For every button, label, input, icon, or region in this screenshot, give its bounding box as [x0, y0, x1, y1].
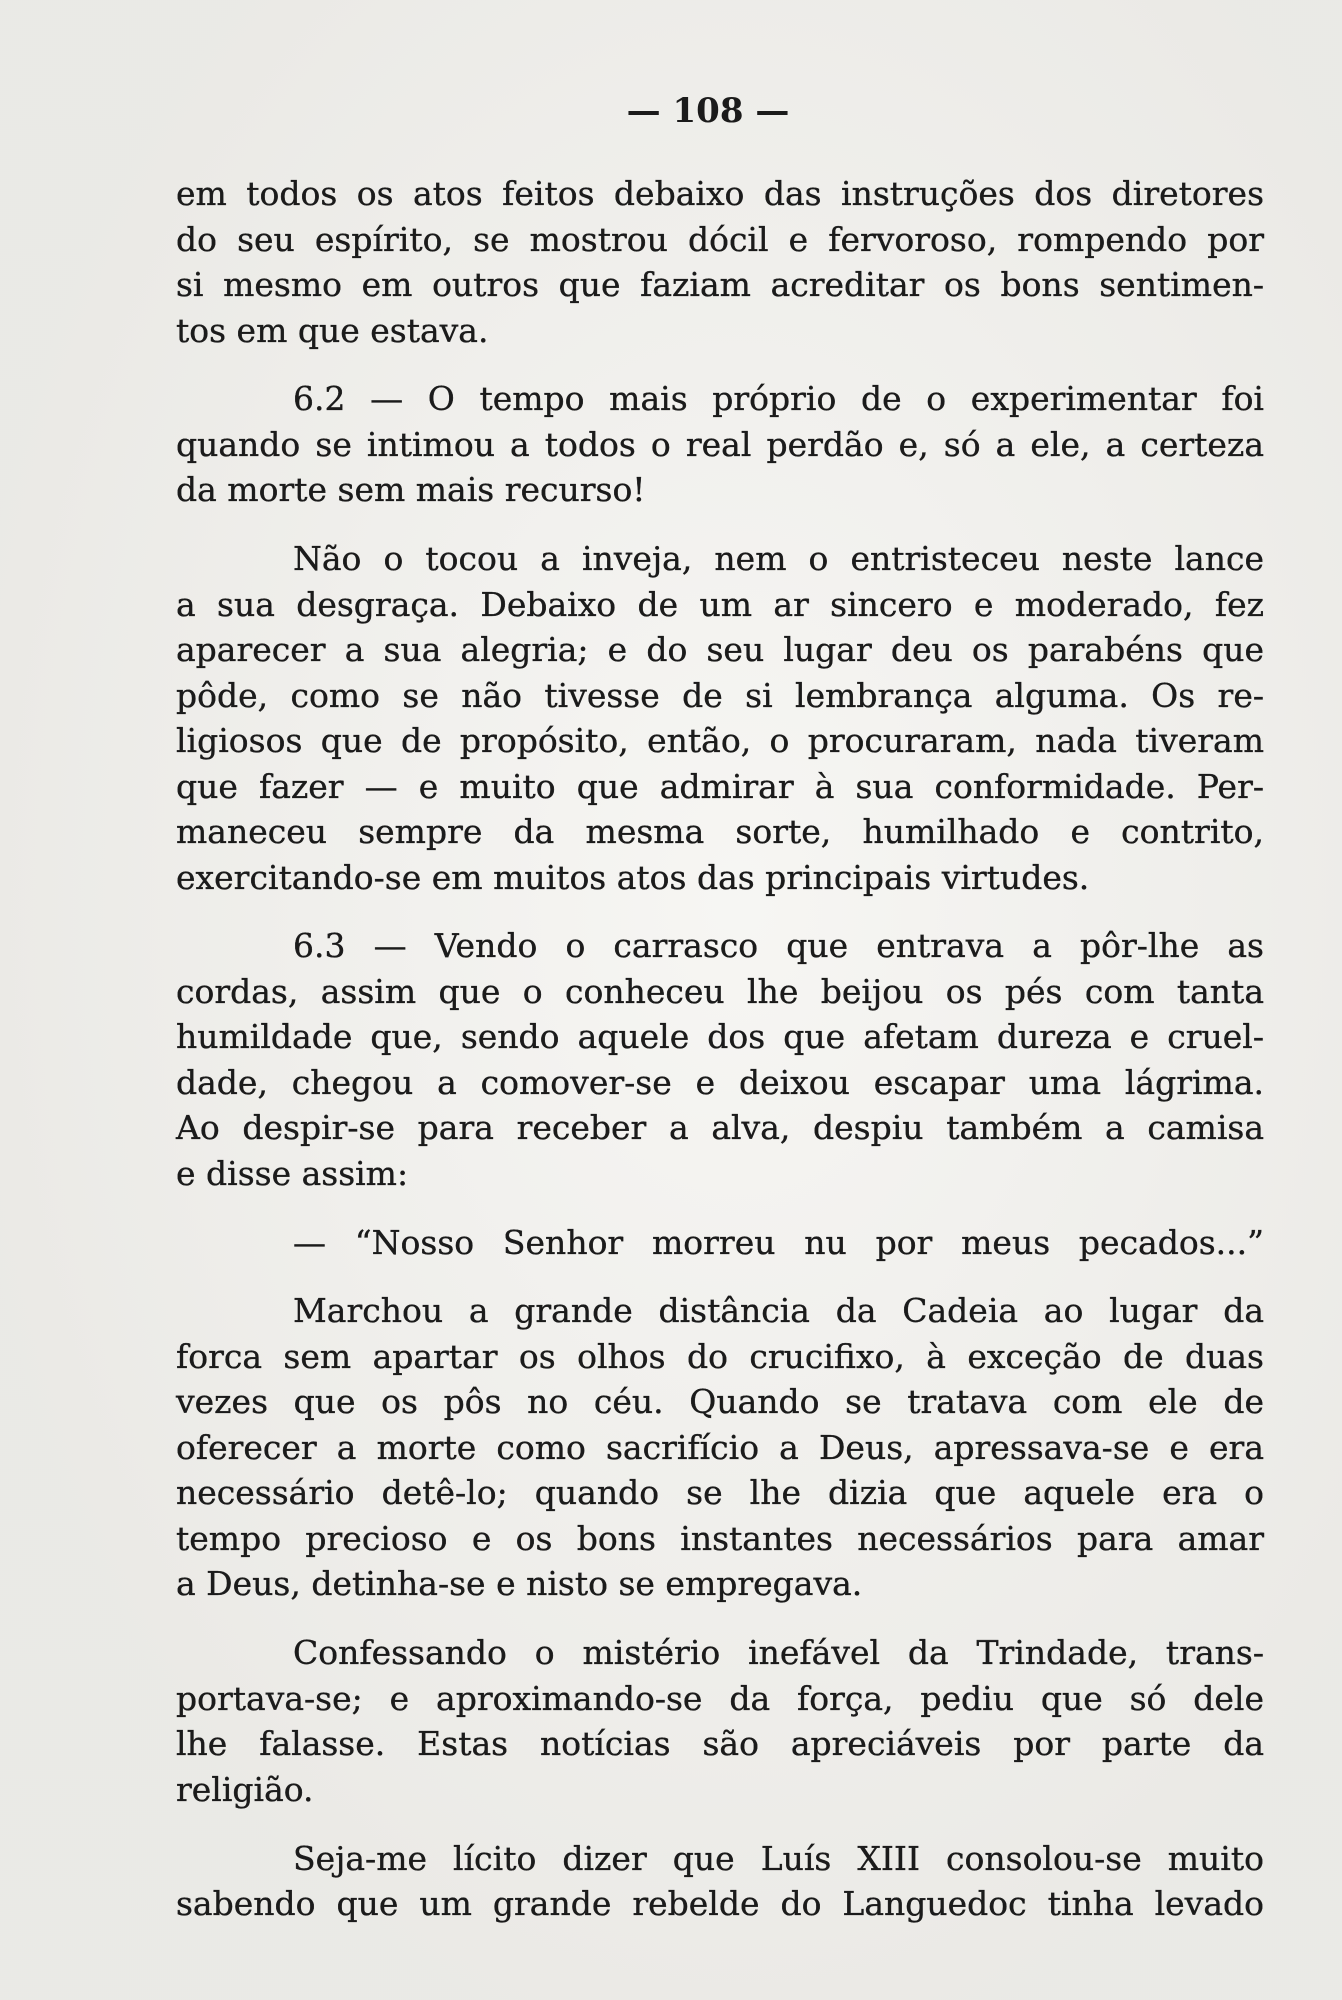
text-line: Não o tocou a inveja, nem o entristeceu neste lance — [293, 539, 1264, 579]
paragraph — [176, 1288, 1264, 1607]
text-line: exercitando-se em muitos atos das principais virtudes. — [176, 857, 1090, 897]
text-line: a sua desgraça. Debaixo de um ar sincero e moderado, fez — [176, 584, 1264, 624]
text-line: portava-se; e aproximando-se da força, pediu que só dele — [176, 1678, 1264, 1718]
paragraph — [176, 536, 1264, 900]
text-line: oferecer a morte como sacrifício a Deus, apressava-se e era — [176, 1427, 1264, 1467]
page-number: — 108 — — [626, 91, 790, 131]
body-text — [176, 171, 1264, 1927]
text-line: a Deus, detinha-se e nisto se empregava. — [176, 1564, 863, 1604]
quote-line: — “Nosso Senhor morreu nu por meus pecados...” — [293, 1222, 1264, 1262]
text-line: aparecer a sua alegria; e do seu lugar deu os parabéns que — [176, 630, 1264, 670]
text-line: forca sem apartar os olhos do crucifixo, à exceção de duas — [176, 1336, 1264, 1376]
text-line: lhe falasse. Estas notícias são apreciáveis por parte da — [176, 1724, 1264, 1764]
text-line: dade, chegou a comover-se e deixou escapar uma lágrima. — [176, 1062, 1264, 1102]
paragraph — [176, 1630, 1264, 1812]
text-line: 6.3 — Vendo o carrasco que entrava a pôr-lhe as — [293, 926, 1264, 966]
text-line: pôde, como se não tivesse de si lembrança alguma. Os re- — [176, 675, 1264, 715]
text-line: em todos os atos feitos debaixo das instruções dos diretores — [176, 174, 1264, 213]
text-line: Confessando o mistério inefável da Trindade, trans- — [293, 1633, 1264, 1673]
text-line: ligiosos que de propósito, então, o procuraram, nada tiveram — [176, 721, 1264, 761]
text-line: maneceu sempre da mesma sorte, humilhado e contrito, — [176, 812, 1264, 852]
text-line: sabendo que um grande rebelde do Languedoc tinha levado — [176, 1884, 1264, 1924]
text-line: vezes que os pôs no céu. Quando se tratava com ele de — [176, 1382, 1264, 1422]
paragraph-section-6-2 — [176, 376, 1264, 513]
text-line: tos em que estava. — [176, 310, 489, 350]
paragraph — [176, 171, 1264, 353]
text-line: Ao despir-se para receber a alva, despiu também a camisa — [176, 1108, 1264, 1148]
text-line: da morte sem mais recurso! — [176, 470, 646, 510]
text-line: cordas, assim que o conheceu lhe beijou os pés com tanta — [176, 971, 1264, 1011]
text-line: e disse assim: — [176, 1153, 409, 1193]
text-line: humildade que, sendo aquele dos que afetam dureza e cruel- — [176, 1017, 1264, 1057]
text-line: Marchou a grande distância da Cadeia ao lugar da — [293, 1291, 1264, 1331]
text-line: do seu espírito, se mostrou dócil e fervoroso, rompendo por — [176, 219, 1264, 259]
text-line: necessário detê-lo; quando se lhe dizia que aquele era o — [176, 1473, 1264, 1513]
text-line: tempo precioso e os bons instantes necessários para amar — [176, 1518, 1264, 1558]
paragraph — [176, 1836, 1264, 1927]
text-line: 6.2 — O tempo mais próprio de o experimentar foi — [293, 379, 1264, 419]
quotation — [176, 1220, 1264, 1266]
text-line: quando se intimou a todos o real perdão e, só a ele, a certeza — [176, 424, 1264, 464]
text-line: religião. — [176, 1769, 314, 1809]
text-line: si mesmo em outros que faziam acreditar os bons sentimen- — [176, 265, 1264, 304]
paragraph-section-6-3 — [176, 923, 1264, 1196]
text-line: que fazer — e muito que admirar à sua conformidade. Per- — [176, 766, 1264, 806]
text-line: Seja-me lícito dizer que Luís XIII consolou-se muito — [293, 1838, 1264, 1878]
